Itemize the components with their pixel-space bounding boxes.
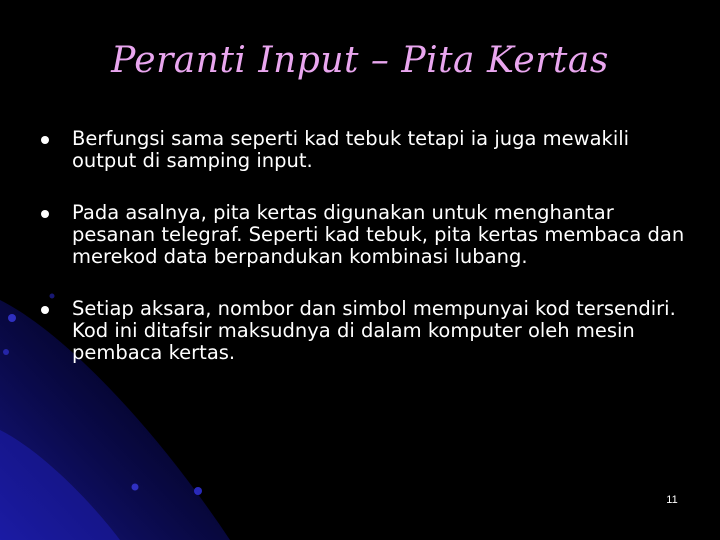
slide-title: Peranti Input – Pita Kertas — [111, 40, 609, 81]
bullet-dot-icon — [41, 210, 49, 218]
bullet-list — [40, 128, 690, 364]
bullet-item — [40, 128, 690, 172]
bullet-item — [40, 202, 690, 268]
page-number: 11 — [666, 494, 678, 506]
bullet-text: Setiap aksara, nombor dan simbol mempunyai kod tersendiri. Kod ini ditafsir maksudnya di dalam komputer oleh mesin pembaca kertas. — [72, 297, 676, 364]
bullet-dot-icon — [41, 306, 49, 314]
bullet-text: Pada asalnya, pita kertas digunakan untuk menghantar pesanan telegraf. Seperti kad tebuk, pita kertas membaca dan merekod data berpandukan kombinasi lubang. — [72, 201, 685, 268]
bullet-item — [40, 298, 690, 364]
bullet-text: Berfungsi sama seperti kad tebuk tetapi ia juga mewakili output di samping input. — [72, 127, 630, 172]
bullet-dot-icon — [41, 136, 49, 144]
